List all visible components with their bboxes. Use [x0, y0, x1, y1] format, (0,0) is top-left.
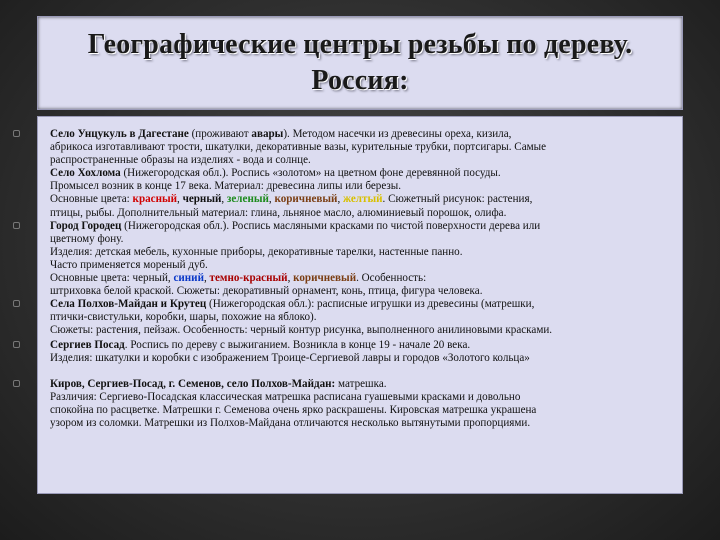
bullet-icon [13, 380, 20, 387]
item-text: Сюжеты: растения, пейзаж. Особенность: черный контур рисунка, выполненного анилиновыми красками. [50, 324, 553, 337]
bullet-icon [13, 130, 20, 137]
text: , [177, 193, 183, 206]
list-item-matryoshka [50, 378, 680, 430]
item-text: птички-свистульки, коробки, шары, похожие на яблоко). [50, 311, 317, 324]
text: , [337, 193, 343, 206]
text: Основные цвета: черный, [50, 272, 174, 285]
text-bold: авары [251, 128, 284, 140]
text: ). Методом насечки из древесины ореха, кизила, [283, 128, 512, 140]
item-text: птицы, рыбы. Дополнительный материал: глина, льняное масло, алюминиевый порошок, олифа. [50, 206, 507, 219]
text: (Нижегородская обл.). Роспись «золотом» на цветном фоне деревянной посуды. [120, 167, 501, 180]
list-item-polkhov-maidan [50, 298, 680, 337]
text: (проживают [188, 128, 252, 140]
item-heading: Село Унцукуль в Дагестане [50, 128, 189, 140]
item-text: спокойна по расцветке. Матрешки г. Семенова очень ярко раскрашены. Кировская матрешка украшена [50, 404, 537, 417]
text: . Сюжетный рисунок: растения, [382, 193, 533, 206]
list-item-gorodets [50, 220, 680, 299]
item-heading: Киров, Сергиев-Посад, г. Семенов, село Полхов-Майдан: [50, 378, 336, 390]
text: (Нижегородская обл.). Роспись масляными красками по чистой поверхности дерева или [121, 220, 541, 232]
item-text: Изделия: шкатулки и коробки с изображением Троице-Сергиевой лавры и городов «Золотого кольца» [50, 352, 530, 365]
text: , [268, 193, 275, 206]
color-word-brown: коричневый [274, 193, 338, 206]
text: (Нижегородская обл.): расписные игрушки из древесины (матрешки, [206, 298, 535, 310]
color-word-green: зеленый [226, 193, 269, 206]
list-item-sergiev-posad [50, 339, 680, 365]
item-subheading: Село Хохлома [50, 167, 121, 180]
item-text: штриховка белой краской. Сюжеты: декоративный орнамент, конь, птица, фигура человека. [50, 285, 483, 298]
slide-title-line-2: Россия: [311, 65, 409, 96]
text: , [221, 193, 227, 206]
color-word-brown: коричневый [293, 272, 357, 285]
color-word-yellow: желтый [342, 193, 383, 206]
title-panel [37, 16, 683, 110]
text: матрешка. [335, 378, 387, 390]
item-text: Различия: Сергиево-Посадская классическая матрешка расписана гуашевыми красками и довольно [50, 391, 521, 404]
item-text: Изделия: детская мебель, кухонные приборы, декоративные тарелки, настенные панно. [50, 246, 463, 259]
item-heading: Город Городец [50, 220, 122, 232]
item-text: Промысел возник в конце 17 века. Материал: древесина липы или березы. [50, 180, 402, 193]
text: . Особенность: [356, 272, 427, 285]
bullet-icon [13, 300, 20, 307]
bullet-icon [13, 341, 20, 348]
color-word-blue: синий [173, 272, 204, 285]
text: , [287, 272, 294, 285]
item-text: Часто применяется мореный дуб. [50, 259, 208, 272]
item-heading: Сергиев Посад [50, 339, 125, 351]
item-text: цветному фону. [50, 233, 124, 246]
color-word-dark-red: темно-красный [209, 272, 288, 285]
color-word-red: красный [132, 193, 178, 206]
item-text: распространенные образы на изделиях - вода и солнце. [50, 154, 311, 167]
slide-title-line-1: Географические центры резьбы по дереву. [87, 29, 633, 60]
bullet-icon [13, 222, 20, 229]
color-word-black: черный [182, 193, 222, 206]
item-text: абрикоса изготавливают трости, шкатулки, декоративные вазы, курительные трубки, портсигары. Самые [50, 141, 547, 154]
item-heading: Села Полхов-Майдан и Крутец [50, 298, 207, 310]
text: Основные цвета: [50, 193, 133, 206]
item-text: узором из соломки. Матрешки из Полхов-Майдана отличаются несколько вытянутыми пропорциями. [50, 417, 531, 430]
text: . Роспись по дереву с выжиганием. Возникла в конце 19 - начале 20 века. [124, 339, 471, 351]
text: , [203, 272, 210, 285]
list-item-untsukul [50, 128, 680, 220]
